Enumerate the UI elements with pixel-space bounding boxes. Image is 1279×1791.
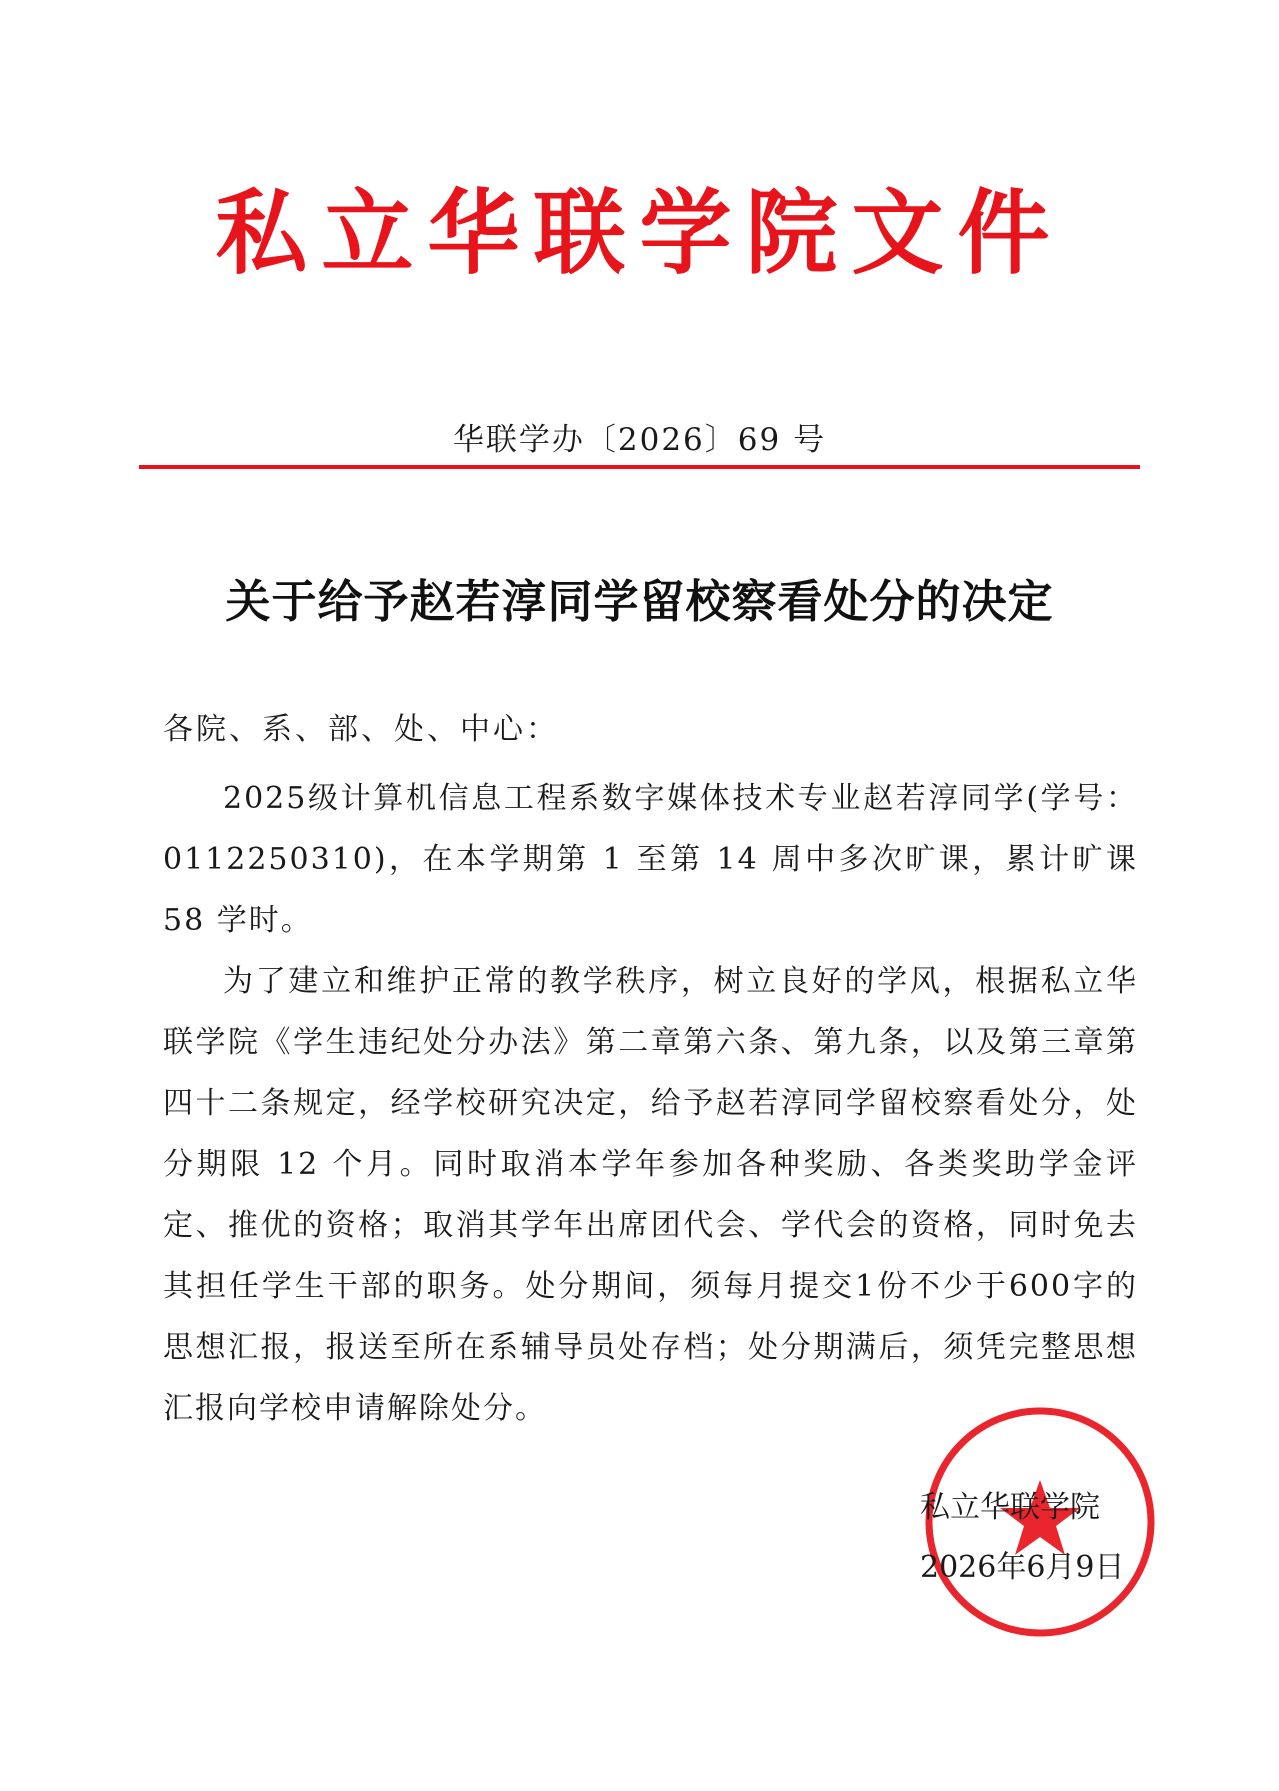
issue-date: 2026年6月9日 — [920, 1550, 1125, 1585]
salutation: 各院、系、部、处、中心： — [163, 712, 559, 747]
signature-block — [920, 1478, 1125, 1598]
issuer-name: 私立华联学院 — [920, 1490, 1100, 1525]
paragraph-2: 为了建立和维护正常的教学秩序，树立良好的学风，根据私立华联学院《学生违纪处分办法》第二章第六条、第九条，以及第三章第四十二条规定，经学校研究决定，给予赵若淳同学留校察看处分，处分期限 12 个月。同时取消本学年参加各种奖励、各类奖助学金评定、推优的资格；取消其学年出席团代会、学代会的资格，同时免去其担任学生干部的职务。处分期间，须每月提交1份不少于600字的思想汇报，报送至所在系辅导员处存档；处分期满后，须凭完整思想汇报向学校申请解除处分。 — [163, 964, 1138, 1426]
document-number: 华联学办〔2026〕69 号 — [452, 422, 827, 458]
body-text — [163, 768, 1138, 1439]
decision-title: 关于给予赵若淳同学留校察看处分的决定 — [225, 575, 1054, 628]
paragraph-1: 2025级计算机信息工程系数字媒体技术专业赵若淳同学(学号：0112250310)，在本学期第 1 至第 14 周中多次旷课，累计旷课 58 学时。 — [163, 781, 1138, 938]
document-header-title: 私立华联学院文件 — [215, 179, 1064, 287]
red-divider-line — [139, 465, 1140, 469]
